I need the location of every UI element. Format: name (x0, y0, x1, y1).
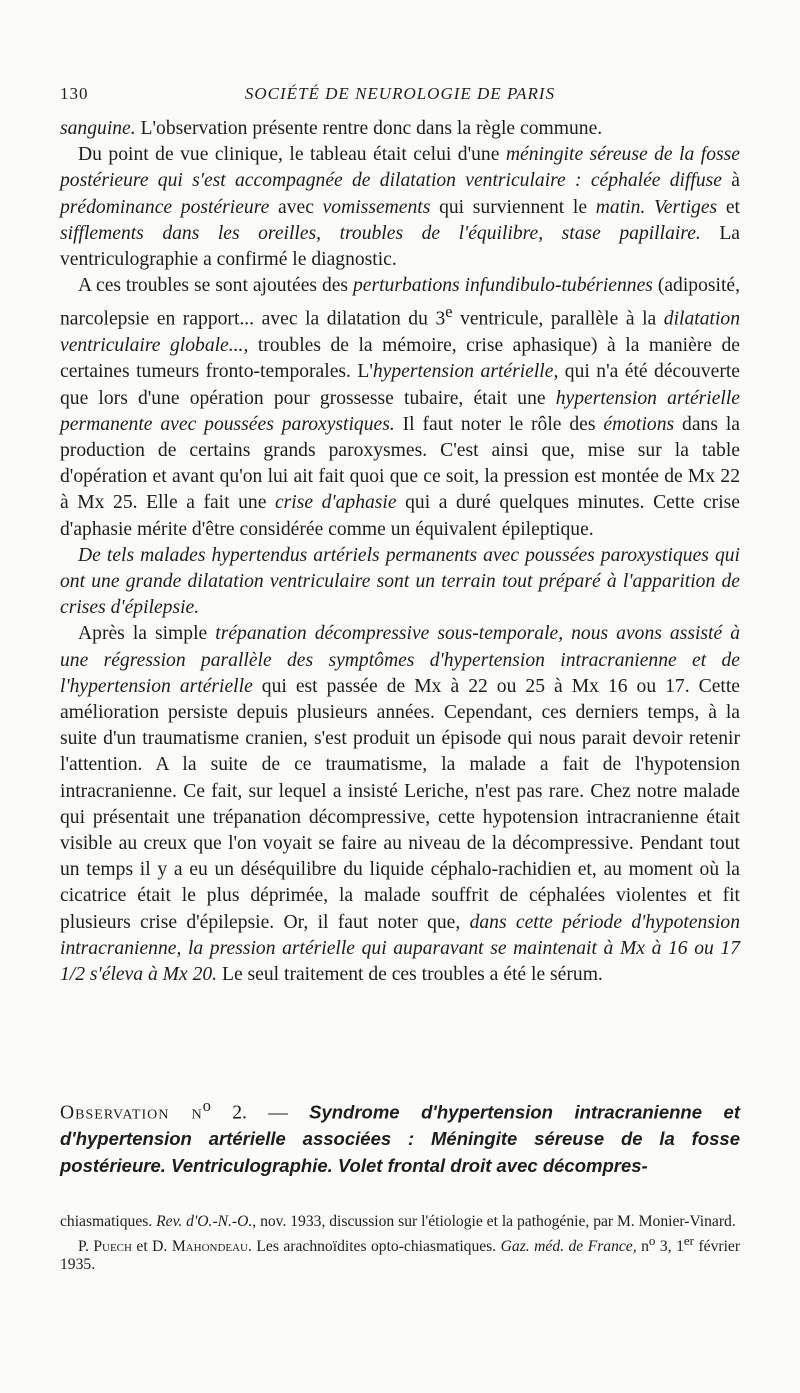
text-span: à (722, 170, 740, 192)
text-span: chiasmatiques. (60, 1213, 157, 1230)
text-span: troubles de la mémoire, crise aphasique) à la manière de certaines tumeurs fronto-temporales. L' (60, 335, 740, 383)
observation-heading (60, 1093, 740, 1179)
paragraph (60, 621, 740, 988)
superscript: o (202, 1096, 211, 1115)
text-span: Après la simple (78, 623, 216, 645)
italic-span: dilatation ventriculaire globale..., (60, 308, 740, 357)
italic-span: sifflements dans les oreilles, troubles de l'équilibre, stase papillaire. (60, 222, 701, 244)
text-span: ventricule, parallèle à la (452, 308, 664, 330)
italic-span: matin. Vertiges (595, 196, 718, 218)
text-span: (adiposité, narcolepsie en rapport... avec la dilatation du 3 (60, 275, 740, 330)
text-span: A ces troubles se sont ajoutées des (78, 275, 353, 297)
italic-span: Gaz. méd. de France, (500, 1237, 637, 1255)
superscript: o (648, 1232, 656, 1248)
text-span: n (636, 1237, 649, 1255)
page-header (60, 84, 740, 114)
text-span: et D. (131, 1237, 172, 1255)
paragraph (60, 116, 740, 142)
text-span: L'observation présente rentre donc dans la règle commune. (135, 118, 603, 139)
italic-span: hypertension artérielle permanente avec poussées paroxystiques. (60, 387, 740, 435)
italic-span: sanguine. (60, 118, 136, 139)
italic-span: crise d'aphasie (274, 492, 397, 514)
superscript: er (683, 1232, 694, 1248)
text-span: qui n'a été découverte que lors d'une opération pour grossesse tubaire, était une (60, 361, 741, 409)
text-span: P. (78, 1237, 94, 1255)
text-span: avec (269, 196, 323, 218)
observation-title: Syndrome d'hypertension intracranienne et d'hypertension artérielle associées : Méningite séreuse de la fosse postérieure. Ventriculographie. Volet frontal droit avec décompres- (60, 1101, 740, 1176)
observation-label: Observation n (60, 1102, 203, 1124)
text-span: Il faut noter le rôle des (394, 413, 604, 435)
text-span: . Les arachnoïdites opto-chiasmatiques. (248, 1237, 501, 1255)
page-number: 130 (60, 84, 89, 103)
text-span: nov. 1933, discussion sur l'étiologie et la pathogénie, par M. Monier-Vinard. (256, 1213, 736, 1230)
italic-span: prédominance postérieure (60, 196, 270, 218)
author-name: Mahondeau (171, 1237, 249, 1255)
text-span: qui est passée de Mx à 22 ou 25 à Mx 16 ou 17. Cette amélioration persiste depuis plusieurs années. Cependant, ces derniers temps, à la suite d'un traumatisme cranien, s'est produit un épisode qui nous parait devoir retenir l'attention. A la suite de ce traumatisme, la malade a fait de l'hypotension intracranienne. Ce fait, sur lequel a insisté Leriche, n'est pas rare. Chez notre malade qui présentait une trépanation décompressive, cette hypotension intracranienne était visible au creux que l'on voyait se faire au niveau de la décompressive. Pendant tout un temps il y a eu un déséquilibre du liquide céphalo-rachidien et, au moment où la cicatrice était le plus déprimée, la malade souffrit de céphalées violentes et fit plusieurs crise d'épilepsie. Or, il faut noter que, (60, 675, 740, 933)
text-span: qui surviennent le (430, 196, 596, 218)
italic-span: trépanation décompressive sous-temporale, nous avons assisté à une régression parallèle des symptômes d'hypertension intracranienne et de l'hypertension artérielle (60, 623, 740, 697)
footnotes (60, 1213, 740, 1275)
italic-span: émotions (603, 413, 675, 435)
superscript: e (445, 302, 453, 322)
text-span: dans la production de certains grands paroxysmes. C'est ainsi que, mise sur la table d'opération et avant qu'on lui ait fait quoi que ce soit, la pression est montée de Mx 22 à Mx 25. Elle a fait une (60, 413, 740, 514)
italic-span: hypertension artérielle, (372, 361, 559, 383)
italic-span: Rev. d'O.-N.-O., (156, 1213, 257, 1230)
text-span: La ventriculographie a confirmé le diagnostic. (60, 222, 740, 271)
italic-span: perturbations infundibulo-tubériennes (352, 275, 653, 297)
italic-span: méningite séreuse de la fosse postérieure qui s'est accompagnée de dilatation ventriculaire : céphalée diffuse (60, 144, 740, 192)
footnote (60, 1213, 740, 1232)
author-name: Puech (93, 1237, 132, 1255)
text-span: février 1935. (60, 1237, 741, 1274)
paragraph (60, 543, 740, 622)
italic-span: De tels malades hypertendus artériels permanents avec poussées paroxystiques qui ont une grande dilatation ventriculaire sont un terrain tout préparé à l'apparition de crises d'épilepsie. (60, 544, 740, 619)
running-title: SOCIÉTÉ DE NEUROLOGIE DE PARIS (244, 84, 556, 103)
footnote (60, 1232, 740, 1275)
text-span: Le seul traitement de ces troubles a été le sérum. (217, 964, 603, 986)
body-text (60, 116, 740, 988)
text-span: 3, 1 (655, 1237, 684, 1255)
italic-span: dans cette période d'hypotension intracranienne, la pression artérielle qui auparavant se maintenait à Mx à 16 ou 17 1/2 s'éleva à Mx 20. (60, 911, 740, 986)
text-span: Du point de vue clinique, le tableau était celui d'une (78, 144, 506, 166)
paragraph (60, 273, 740, 543)
text-span: qui a duré quelques minutes. Cette crise d'aphasie mérite d'être considérée comme un équivalent épileptique. (60, 492, 740, 540)
italic-span: vomissements (322, 196, 431, 218)
text-span: et (717, 196, 740, 218)
paragraph (60, 142, 740, 273)
observation-number: 2. — (210, 1102, 310, 1124)
